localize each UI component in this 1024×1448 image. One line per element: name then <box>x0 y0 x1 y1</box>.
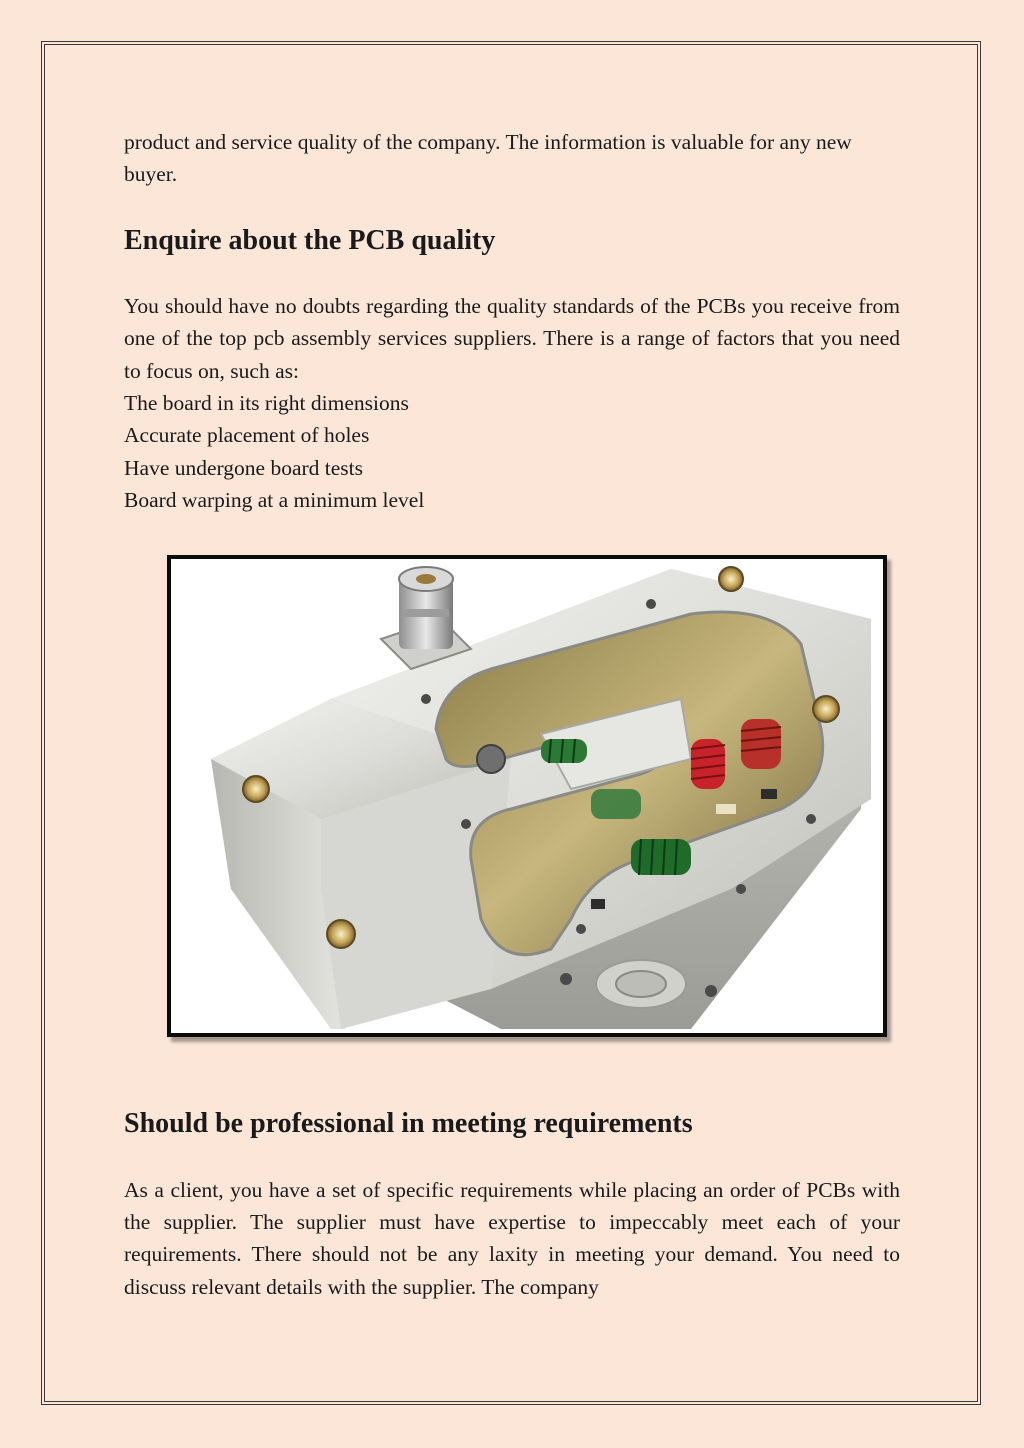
list-item: Board warping at a minimum level <box>124 488 425 513</box>
page-content <box>124 126 900 1303</box>
section-heading-professional: Should be professional in meeting requirements <box>124 1107 693 1139</box>
coil-green-2 <box>541 739 587 763</box>
pcb-quality-factor-list <box>124 387 900 517</box>
pcb-quality-paragraph: You should have no doubts regarding the quality standards of the PCBs you receive from one of the top pcb assembly services suppliers. There is a range of factors that you need to focus on, such as: <box>124 293 900 383</box>
professional-paragraph: As a client, you have a set of specific requirements while placing an order of PCBs with the supplier. The supplier must have expertise to impeccably meet each of your requirements. There should not be any laxity in meeting your demand. You need to discuss relevant details with the supplier. The company <box>124 1177 900 1299</box>
list-item: The board in its right dimensions <box>124 391 409 416</box>
section-heading-pcb-quality: Enquire about the PCB quality <box>124 224 496 256</box>
coil-red-2 <box>741 719 781 769</box>
rf-module-photo-icon <box>171 559 883 1033</box>
intro-paragraph: product and service quality of the company. The information is valuable for any new buyer. <box>124 130 852 187</box>
coil-red-1 <box>691 739 725 789</box>
rf-module-photo <box>167 555 887 1037</box>
list-item: Accurate placement of holes <box>124 423 370 448</box>
coil-green-1 <box>631 839 691 875</box>
list-item: Have undergone board tests <box>124 455 364 480</box>
